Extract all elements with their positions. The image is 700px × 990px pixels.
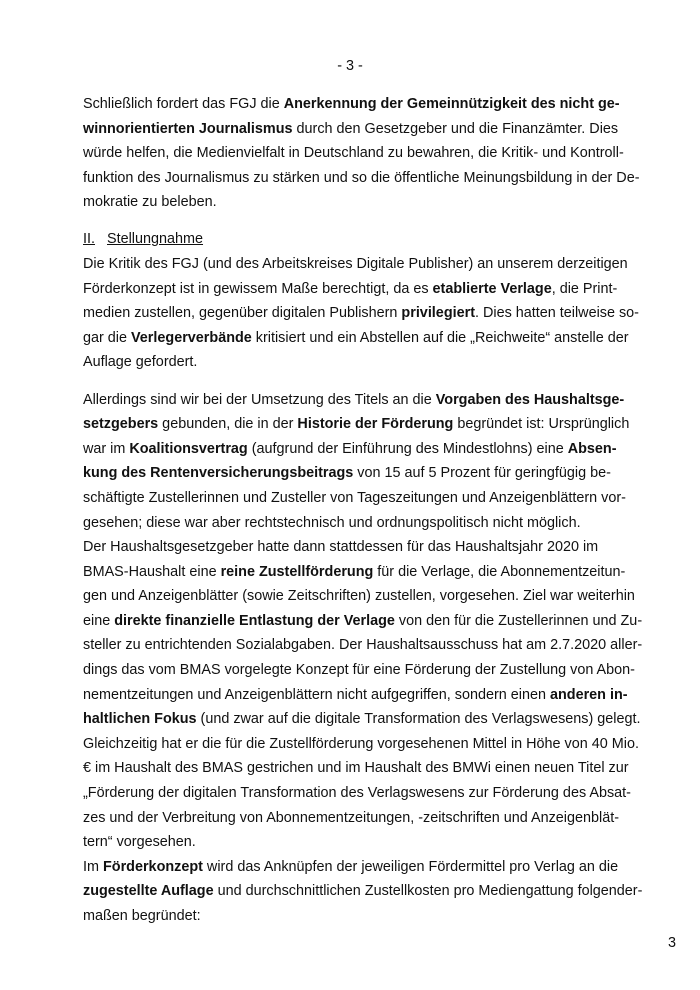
text-run: würde helfen, die Medienvielfalt in Deutschland zu bewahren, die Kritik- und Kontroll- — [83, 145, 624, 162]
text-run: , die Print- — [551, 280, 618, 297]
bold-text: reine Zustellförderung — [220, 563, 374, 580]
text-run: Schließlich fordert das FGJ die — [83, 96, 284, 112]
bold-text: Historie der Förderung — [297, 416, 454, 433]
text-run: schäftigte Zustellerinnen und Zusteller von Tageszeitungen und Anzeigenblättern vor- — [83, 489, 626, 506]
section-heading — [83, 227, 623, 252]
text-run: maßen begründet: — [83, 908, 201, 924]
text-run: tern“ vorgesehen. — [83, 834, 196, 851]
text-line — [83, 190, 623, 215]
text-run: Auflage gefordert. — [83, 354, 198, 371]
text-line — [83, 707, 641, 732]
text-line — [83, 117, 623, 142]
text-line — [83, 781, 631, 806]
paragraph — [83, 388, 643, 929]
paragraph — [83, 252, 639, 375]
paragraph-spacer — [83, 375, 623, 388]
text-run: zes und der Verbreitung von Abonnementzeitungen, -zeitschriften und Anzeigenblät- — [83, 809, 620, 826]
bold-text: etablierte Verlage — [432, 280, 552, 297]
bold-text: anderen in- — [549, 686, 628, 703]
bold-text: privilegiert — [401, 305, 475, 322]
bold-text: Verlegerverbände — [131, 329, 252, 346]
text-run: kritisiert und ein Abstellen auf die „Reichweite“ anstelle der — [251, 329, 629, 346]
text-run: Der Haushaltsgesetzgeber hatte dann stattdessen für das Haushaltsjahr 2020 im — [83, 539, 599, 556]
section-heading-title: Stellungnahme — [107, 231, 204, 248]
text-run: (und zwar auf die digitale Transformation des Verlagswesens) gelegt. — [196, 711, 641, 728]
text-run: dings das vom BMAS vorgelegte Konzept für eine Förderung der Zustellung von Abon- — [83, 662, 635, 679]
text-run: durch den Gesetzgeber und die Finanzämter. Dies — [292, 120, 619, 137]
text-run: gar die — [83, 329, 131, 346]
text-line — [83, 388, 623, 413]
text-line — [83, 609, 643, 634]
text-line — [83, 855, 623, 880]
text-line — [83, 350, 623, 375]
bold-text: Koalitionsvertrag — [129, 440, 248, 457]
text-line — [83, 166, 640, 191]
text-run: € im Haushalt des BMAS gestrichen und im Haushalt des BMWi einen neuen Titel zur — [83, 760, 629, 777]
text-line — [83, 756, 629, 781]
bold-text: Förderkonzept — [102, 858, 203, 875]
text-line — [83, 301, 639, 326]
text-run: Gleichzeitig hat er die für die Zustellförderung vorgesehenen Mittel in Höhe von 40 Mio. — [83, 735, 639, 752]
text-line — [83, 806, 623, 831]
text-line — [83, 277, 623, 302]
text-run: gebunden, die in der — [158, 416, 298, 433]
text-line — [83, 560, 626, 585]
text-run: medien zustellen, gegenüber digitalen Publishern — [83, 305, 402, 322]
text-line — [83, 633, 643, 658]
paragraph-spacer — [83, 215, 623, 228]
text-run: wird das Anknüpfen der jeweiligen Fördermittel pro Verlag an die — [202, 858, 619, 875]
text-run: von 15 auf 5 Prozent für geringfügig be- — [353, 465, 611, 482]
text-run: eine — [83, 612, 115, 629]
text-run: und durchschnittlichen Zustellkosten pro Mediengattung folgender- — [213, 883, 643, 900]
text-line — [83, 141, 623, 166]
text-run: . Dies hatten teilweise so- — [475, 305, 639, 322]
bold-text: Anerkennung der Gemeinnützigkeit des nicht ge- — [283, 96, 620, 112]
document-body — [83, 92, 643, 929]
text-line — [83, 437, 623, 462]
text-run: „Förderung der digitalen Transformation des Verlagswesens zur Förderung des Absat- — [83, 785, 631, 802]
bold-text: zugestellte Auflage — [83, 883, 214, 900]
bold-text: setzgebers — [83, 416, 159, 433]
text-line — [83, 732, 639, 757]
text-run: (aufgrund der Einführung des Mindestlohns) eine — [247, 440, 568, 457]
bold-text: Absen- — [567, 440, 617, 457]
text-line — [83, 535, 623, 560]
text-run: Allerdings sind wir bei der Umsetzung des Titels an die — [83, 391, 436, 408]
text-line — [83, 683, 628, 708]
text-line — [83, 486, 626, 511]
text-line — [83, 92, 623, 117]
text-line — [83, 830, 623, 855]
section-heading-number: II. — [83, 231, 95, 248]
paragraph — [83, 92, 640, 215]
text-run: BMAS-Haushalt eine — [83, 563, 221, 580]
text-run: nementzeitungen und Anzeigenblättern nicht aufgegriffen, sondern einen — [83, 686, 550, 703]
text-line — [83, 511, 623, 536]
page-number: 3 — [667, 935, 676, 951]
text-run: funktion des Journalismus zu stärken und so die öffentliche Meinungsbildung in der De- — [83, 169, 640, 186]
text-run: für die Verlage, die Abonnementzeitun- — [373, 563, 626, 580]
text-run: war im — [83, 440, 130, 457]
bold-text: kung des Rentenversicherungsbeitrags — [83, 465, 354, 482]
text-line — [83, 252, 628, 277]
bold-text: direkte finanzielle Entlastung der Verlage — [114, 612, 395, 629]
text-line — [83, 326, 629, 351]
text-run: Im — [83, 858, 103, 875]
bold-text: winnorientierten Journalismus — [83, 120, 293, 137]
text-line — [83, 584, 635, 609]
text-run: gen und Anzeigenblätter (sowie Zeitschriften) zustellen, vorgesehen. Ziel war weiterhin — [83, 588, 635, 605]
text-line — [83, 412, 630, 437]
text-run: Die Kritik des FGJ (und des Arbeitskreises Digitale Publisher) an unserem derzeitigen — [83, 256, 628, 273]
page-header-label: - 3 - — [337, 58, 363, 74]
text-run: gesehen; diese war aber rechtstechnisch und ordnungspolitisch nicht möglich. — [83, 514, 581, 531]
text-run: Förderkonzept ist in gewissem Maße berechtigt, da es — [83, 280, 433, 297]
bold-text: Vorgaben des Haushaltsge- — [435, 391, 625, 408]
text-line — [83, 904, 623, 929]
text-line — [83, 879, 643, 904]
bold-text: haltlichen Fokus — [83, 711, 197, 728]
text-line — [83, 461, 623, 486]
text-run: begründet ist: Ursprünglich — [453, 416, 630, 433]
text-run: von den für die Zustellerinnen und Zu- — [394, 612, 643, 629]
text-run: mokratie zu beleben. — [83, 194, 217, 211]
text-line — [83, 658, 635, 683]
text-run: steller zu entrichtenden Sozialabgaben. Der Haushaltsausschuss hat am 2.7.2020 aller- — [83, 637, 643, 654]
